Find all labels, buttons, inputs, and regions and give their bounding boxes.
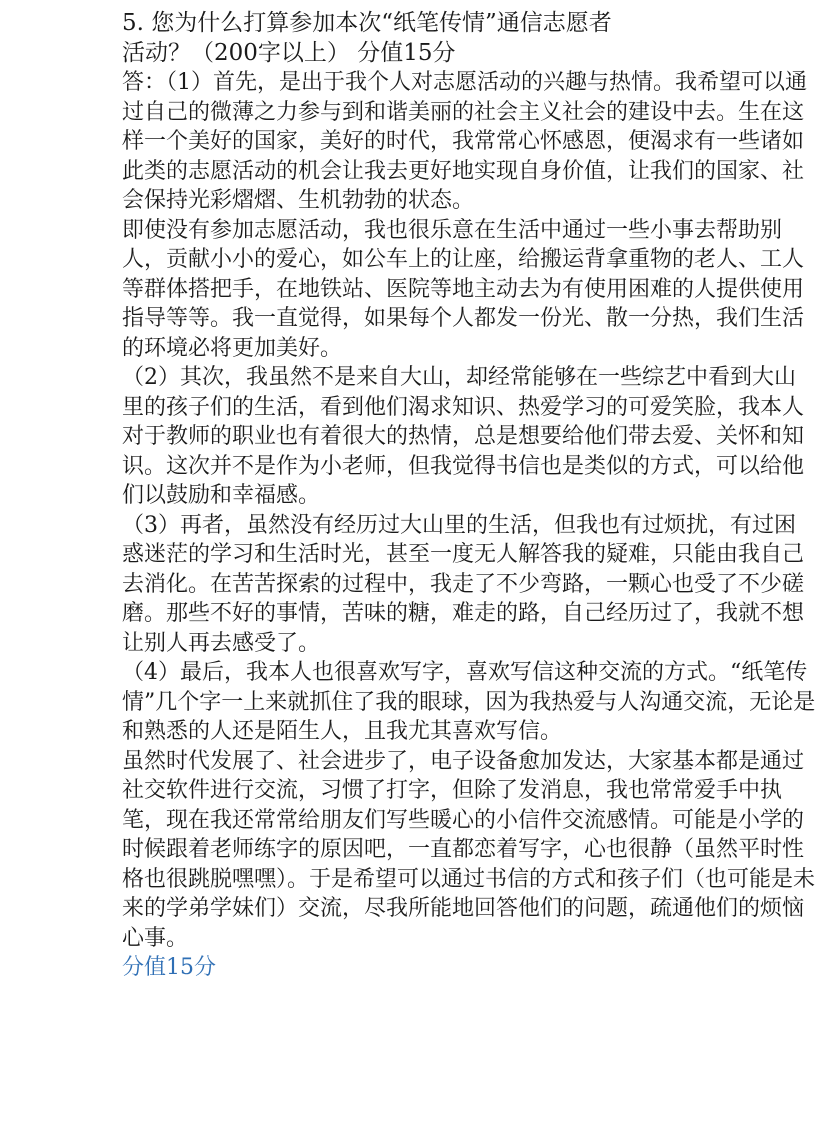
answer-body (122, 68, 816, 953)
question-heading (122, 8, 816, 68)
question-line-2: 活动？（200字以上） 分值15分 (122, 40, 456, 66)
answer-paragraph-1 (122, 68, 816, 216)
answer-paragraph-3: （2）其次，我虽然不是来自大山，却经常能够在一些综艺中看到大山里的孩子们的生活，看到他们渴求知识、热爱学习的可爱笑脸，我本人对于教师的职业也有着很大的热情，总是想要给他们带去爱、关怀和知识。这次并不是作为小老师，但我觉得书信也是类似的方式，可以给他们以鼓励和幸福感。 (122, 365, 805, 508)
answer-paragraph-6: 虽然时代发展了、社会进步了，电子设备愈加发达，大家基本都是通过社交软件进行交流，习惯了打字，但除了发消息，我也常常爱手中执笔，现在我还常常给朋友们写些暖心的小信件交流感情。可能是小学的时候跟着老师练字的原因吧，一直都恋着写字，心也很静（虽然平时性格也很跳脱嘿嘿）。于是希望可以通过书信的方式和孩子们（也可能是未来的学弟学妹们）交流，尽我所能地回答他们的问题，疏通他们的烦恼心事。 (122, 748, 816, 951)
answer-paragraph-5: （4）最后，我本人也很喜欢写字，喜欢写信这种交流的方式。“纸笔传情”几个字一上来就抓住了我的眼球，因为我热爱与人沟通交流，无论是和熟悉的人还是陌生人，且我尤其喜欢写信。 (122, 660, 816, 744)
question-line-1: 5. 您为什么打算参加本次“纸笔传情”通信志愿者 (122, 10, 612, 36)
answer-prefix: 答： (122, 70, 167, 95)
answer-paragraph-2: 即使没有参加志愿活动，我也很乐意在生活中通过一些小事去帮助别人，贡献小小的爱心，如公车上的让座，给搬运背拿重物的老人、工人等群体搭把手，在地铁站、医院等地主动去为有使用困难的人提供使用指导等等。我一直觉得，如果每个人都发一份光、散一分热，我们生活的环境必将更加美好。 (122, 217, 805, 361)
answer-paragraph-4: （3）再者，虽然没有经历过大山里的生活，但我也有过烦扰，有过困惑迷茫的学习和生活时光，甚至一度无人解答我的疑难，只能由我自己去消化。在苦苦探索的过程中，我走了不少弯路，一颗心也受了不少磋磨。那些不好的事情，苦味的糖，难走的路，自己经历过了，我就不想让别人再去感受了。 (122, 512, 805, 656)
score-footer: 分值15分 (122, 955, 216, 980)
answer-paragraph-1-text: （1）首先，是出于我个人对志愿活动的兴趣与热情。我希望可以通过自己的微薄之力参与到和谐美丽的社会主义社会的建设中去。生在这样一个美好的国家，美好的时代，我常常心怀感恩，便渴求有一些诸如此类的志愿活动的机会让我去更好地实现自身价值，让我们的国家、社会保持光彩熠熠、生机勃勃的状态。 (122, 70, 808, 213)
